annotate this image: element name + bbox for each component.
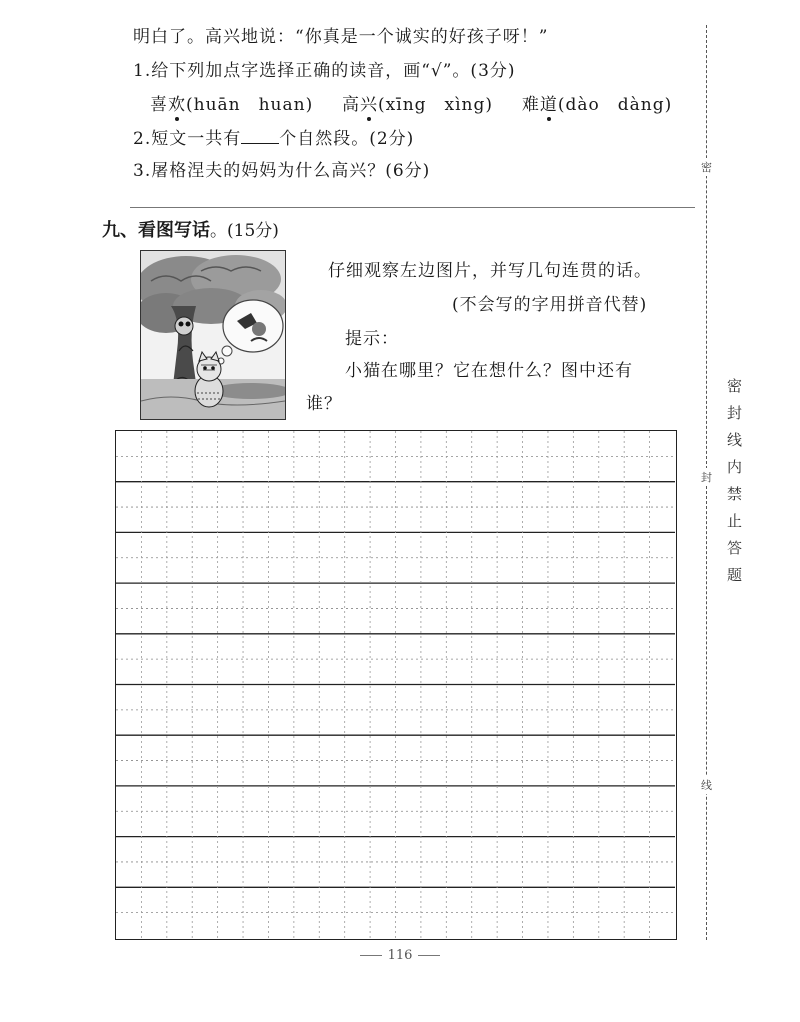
question-3: 3.屠格涅夫的妈妈为什么高兴？(6分) <box>133 161 431 181</box>
section-9-title <box>102 216 279 242</box>
page-number <box>0 948 800 963</box>
word-3-pinyin: (dào dàng) <box>557 95 673 115</box>
instruction-line-2: (不会写的字用拼音代替) <box>452 295 648 315</box>
question-1: 1.给下列加点字选择正确的读音，画“√”。(3分) <box>133 61 516 81</box>
section-9-number: 九、看图写话 <box>102 220 210 241</box>
word-3-dotted-char: 道 <box>540 90 558 115</box>
word-2-pinyin: (xīng xìng) <box>378 95 494 115</box>
page-number-dash-left <box>360 955 382 956</box>
writing-grid[interactable] <box>115 430 677 940</box>
word-1-pinyin: (huān huan) <box>186 95 314 115</box>
writing-grid-lines <box>116 431 675 938</box>
no-answer-zone-notice: 密封线内禁止答题 <box>725 378 743 594</box>
word-3-char: 难 <box>521 95 540 115</box>
question-2 <box>133 124 414 149</box>
section-divider <box>130 207 695 208</box>
answer-blank[interactable] <box>241 129 279 144</box>
word-2-char: 高 <box>342 95 361 115</box>
question-1-options <box>150 90 672 115</box>
hint-question-line-1: 小猫在哪里？它在想什么？图中还有 <box>345 361 633 381</box>
question-2-suffix: 个自然段。(2分) <box>279 129 415 149</box>
word-1-char: 喜 <box>150 95 168 115</box>
hint-label: 提示： <box>345 329 399 349</box>
hint-question-line-2: 谁？ <box>306 394 342 414</box>
page-number-value: 116 <box>387 948 413 963</box>
passage-last-line: 明白了。高兴地说：“你真是一个诚实的好孩子呀！” <box>133 27 549 47</box>
seal-mark-mi: 密 <box>701 158 712 176</box>
seal-mark-xian: 线 <box>701 776 712 794</box>
word-2-dotted-char: 兴 <box>360 90 378 115</box>
instruction-line-1: 仔细观察左边图片，并写几句连贯的话。 <box>328 261 652 281</box>
question-2-prefix: 2.短文一共有 <box>133 129 242 149</box>
word-1-dotted-char: 欢 <box>168 90 186 115</box>
cat-under-tree-illustration <box>140 250 286 420</box>
section-9-score: 。(15分) <box>210 221 279 241</box>
seal-mark-feng: 封 <box>701 468 712 486</box>
page-number-dash-right <box>418 955 440 956</box>
